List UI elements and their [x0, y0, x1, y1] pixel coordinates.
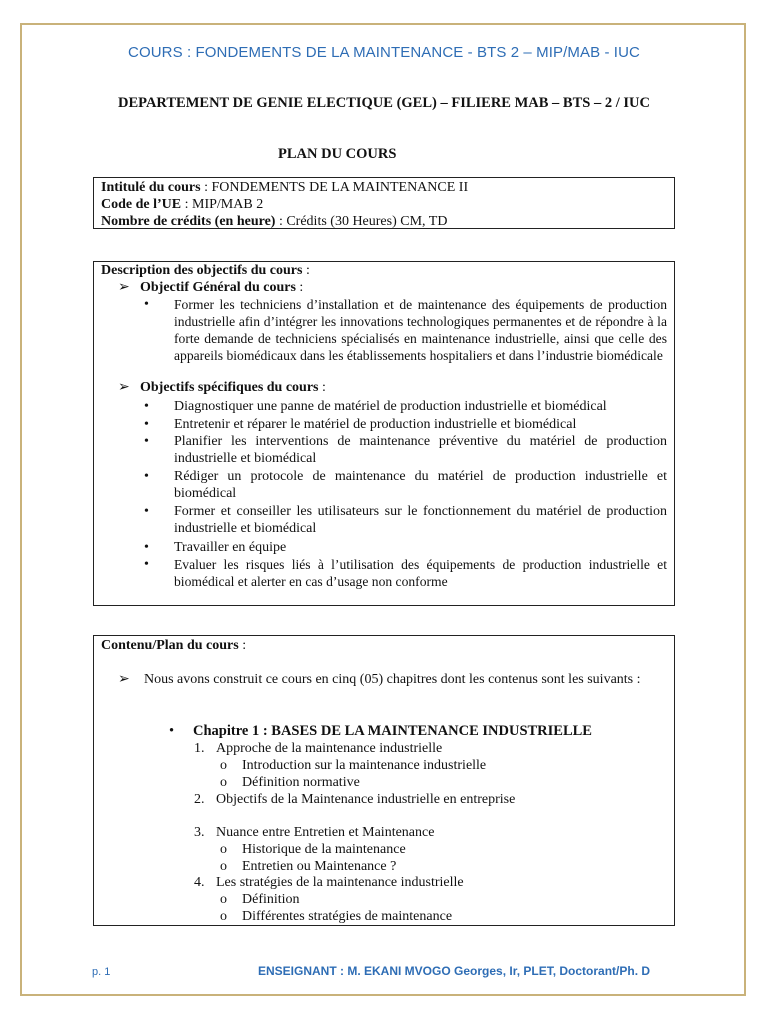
credits-label: Nombre de crédits (en heure) — [101, 214, 276, 229]
content-heading-text: Contenu/Plan du cours — [101, 638, 239, 653]
list-item — [144, 398, 667, 415]
general-objective-label: Objectif Général du cours — [140, 280, 296, 295]
list-item — [144, 503, 667, 537]
circle-bullet-icon: o — [220, 892, 227, 907]
circle-bullet-icon: o — [220, 758, 227, 773]
section-item — [194, 740, 442, 757]
circle-bullet-icon: o — [220, 775, 227, 790]
bullet-icon: • — [144, 540, 149, 555]
objectives-heading-suffix: : — [302, 263, 310, 278]
subsection-item — [220, 891, 300, 908]
list-item — [144, 556, 667, 590]
chapter-title: : BASES DE LA MAINTENANCE INDUSTRIELLE — [259, 723, 592, 739]
section-item — [194, 824, 434, 841]
specific-objective-text: Former et conseiller les utilisateurs sur le fonctionnement du matériel de production industrielle et biomédical — [174, 504, 667, 536]
general-objective-text: Former les techniciens d’installation et de maintenance des équipements de production industrielle afin d’intégrer les innovations technologiques permanentes et de répondre à la forte demande de techniciens spécialisés en maintenance industrielle, ainsi que celle des appareils biomédicaux dans les établissements hospitaliers et dans l’industrie biomédicale — [174, 297, 667, 363]
chapter-label: Chapitre 1 — [193, 723, 260, 739]
circle-bullet-icon: o — [220, 842, 227, 857]
specific-objective-text: Travailler en équipe — [174, 540, 287, 555]
subsection-title: Entretien ou Maintenance ? — [242, 859, 397, 874]
bullet-icon: • — [144, 469, 149, 484]
specific-objective-text: Rédiger un protocole de maintenance du matériel de production industrielle et biomédical — [174, 469, 667, 501]
page-header-title: COURS : FONDEMENTS DE LA MAINTENANCE - BTS 2 – MIP/MAB - IUC — [128, 44, 640, 61]
section-title: Objectifs de la Maintenance industrielle en entreprise — [216, 792, 516, 807]
bullet-icon: • — [144, 297, 149, 312]
intitule-value: : FONDEMENTS DE LA MAINTENANCE II — [200, 180, 469, 195]
credits-value: : Crédits (30 Heures) CM, TD — [275, 214, 448, 229]
specific-objectives-label: Objectifs spécifiques du cours — [140, 380, 319, 395]
section-number: 1. — [194, 741, 205, 756]
specific-objective-text: Diagnostiquer une panne de matériel de production industrielle et biomédical — [174, 399, 607, 414]
section-number: 4. — [194, 875, 205, 890]
subsection-title: Définition — [242, 892, 300, 907]
course-info-box — [93, 177, 675, 229]
code-label: Code de l’UE — [101, 197, 182, 212]
specific-objective-text: Planifier les interventions de maintenance préventive du matériel de production industrielle et biomédical — [174, 434, 667, 466]
subsection-item — [220, 774, 360, 791]
subsection-item — [220, 757, 486, 774]
plan-title: PLAN DU COURS — [278, 146, 397, 162]
credits-row — [101, 213, 674, 230]
list-item — [144, 416, 667, 433]
section-number: 2. — [194, 792, 205, 807]
content-heading-suffix: : — [238, 638, 247, 653]
section-title: Approche de la maintenance industrielle — [216, 741, 443, 756]
bullet-icon: • — [144, 399, 149, 414]
section-number: 3. — [194, 825, 205, 840]
general-objective-heading — [118, 279, 303, 296]
bullet-icon: • — [144, 417, 149, 432]
list-item — [144, 468, 667, 502]
circle-bullet-icon: o — [220, 909, 227, 924]
specific-objective-text: Evaluer les risques liés à l’utilisation des équipements de production industrielle et biomédical et alerter en cas d’usage non conforme — [174, 557, 667, 589]
subsection-item — [220, 858, 396, 875]
bullet-icon: • — [144, 557, 149, 572]
page-number: p. 1 — [92, 966, 111, 978]
code-value: : MIP/MAB 2 — [181, 197, 264, 212]
circle-bullet-icon: o — [220, 859, 227, 874]
section-item — [194, 791, 515, 808]
department-line: DEPARTEMENT DE GENIE ELECTIQUE (GEL) – FILIERE MAB – BTS – 2 / IUC — [118, 95, 650, 111]
bullet-icon: • — [144, 434, 149, 449]
subsection-item — [220, 908, 452, 925]
subsection-item — [220, 841, 406, 858]
section-item — [194, 874, 464, 891]
subsection-title: Différentes stratégies de maintenance — [242, 909, 453, 924]
subsection-title: Introduction sur la maintenance industrielle — [242, 758, 487, 773]
subsection-title: Définition normative — [242, 775, 360, 790]
list-item — [144, 433, 667, 467]
bullet-icon: • — [144, 504, 149, 519]
code-row — [101, 196, 674, 213]
objectives-heading-text: Description des objectifs du cours — [101, 263, 303, 278]
section-title: Les stratégies de la maintenance industrielle — [216, 875, 464, 890]
chapter-heading — [169, 723, 592, 740]
objectives-heading — [101, 262, 310, 279]
intitule-label: Intitulé du cours — [101, 180, 201, 195]
content-intro-text: Nous avons construit ce cours en cinq (05) chapitres dont les contenus sont les suivants : — [144, 672, 641, 687]
arrow-icon: ➢ — [118, 280, 130, 295]
list-item — [144, 296, 667, 364]
arrow-icon: ➢ — [118, 672, 130, 687]
specific-objectives-suffix: : — [318, 380, 326, 395]
content-heading — [101, 637, 246, 654]
content-plan-box — [93, 635, 675, 926]
subsection-title: Historique de la maintenance — [242, 842, 406, 857]
arrow-icon: ➢ — [118, 380, 130, 395]
specific-objective-text: Entretenir et réparer le matériel de production industrielle et biomédical — [174, 417, 577, 432]
list-item — [144, 539, 667, 556]
bullet-icon: • — [169, 723, 175, 739]
specific-objectives-heading — [118, 379, 326, 396]
teacher-footer: ENSEIGNANT : M. EKANI MVOGO Georges, Ir, PLET, Doctorant/Ph. D — [258, 964, 651, 978]
content-intro — [118, 671, 667, 688]
section-title: Nuance entre Entretien et Maintenance — [216, 825, 435, 840]
general-objective-suffix: : — [295, 280, 304, 295]
objectives-box — [93, 261, 675, 606]
intitule-row — [101, 179, 674, 196]
